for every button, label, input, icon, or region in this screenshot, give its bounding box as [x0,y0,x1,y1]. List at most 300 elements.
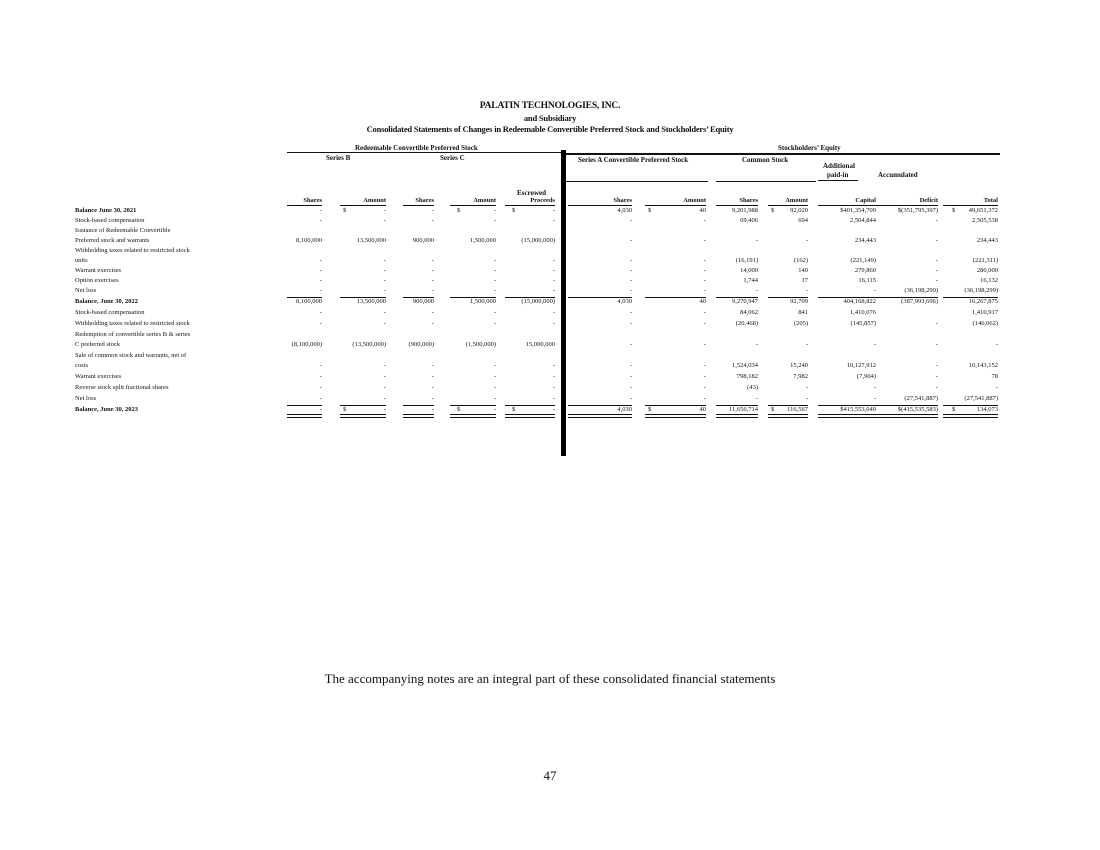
stockholders-equity-label: Stockholders’ Equity [778,144,841,152]
table-cell: - [383,257,386,264]
row-label: Net loss [75,287,97,294]
table-cell: - [493,373,496,380]
table-cell: - [703,373,706,380]
table-cell: - [383,267,386,274]
currency-symbol: $ [952,207,956,214]
total-double-rule [818,417,876,418]
table-cell: - [755,341,758,348]
table-cell: 16,132 [980,277,998,284]
table-cell: - [703,395,706,402]
table-cell: - [493,320,496,327]
table-cell: - [629,287,632,294]
subtotal-rule [716,297,758,298]
header-underline [340,205,386,206]
table-cell: - [629,395,632,402]
row-label: Issuance of Redeemable Convertible [75,227,171,234]
table-cell: - [873,341,876,348]
table-cell: - [703,267,706,274]
table-cell: 16,267,875 [968,298,998,305]
table-cell: 10,127,912 [846,362,876,369]
table-cell: - [552,309,555,316]
table-cell: - [935,237,938,244]
table-cell: - [552,320,555,327]
table-cell: 4,030 [617,298,632,305]
table-cell: - [431,217,434,224]
currency-symbol: $ [648,406,652,413]
total-double-rule [287,417,322,418]
footer-note: The accompanying notes are an integral part of these consolidated financial statements [324,671,776,686]
table-cell: 13,500,000 [356,298,386,305]
table-cell: (387,993,696) [901,298,938,305]
table-cell: - [805,237,808,244]
table-cell: - [383,395,386,402]
table-cell: 2,504,844 [850,217,876,224]
table-cell: 17 [801,277,808,284]
table-cell: - [552,207,555,214]
table-cell: - [629,237,632,244]
column-header: Proceeds [530,197,555,204]
header-underline [450,205,496,206]
table-cell: - [431,309,434,316]
escrowed-label: Escrowed [517,189,547,197]
column-header: Shares [613,197,632,204]
table-cell: - [552,257,555,264]
subtotal-rule [450,405,496,406]
table-cell: - [935,217,938,224]
table-cell: - [493,406,496,413]
subtotal-rule [943,405,998,406]
total-double-rule [768,417,808,418]
subtotal-rule [568,405,632,406]
table-cell: - [493,267,496,274]
table-cell: 69,406 [740,217,758,224]
table-cell: - [552,217,555,224]
table-cell: - [629,362,632,369]
table-cell: - [703,237,706,244]
table-cell: - [319,384,322,391]
table-cell: - [629,309,632,316]
table-cell: 900,000 [412,298,434,305]
total-double-rule [645,414,706,415]
row-label: Balance, June 30, 2022 [75,298,139,305]
table-cell: - [383,309,386,316]
column-header: Shares [739,197,758,204]
statement-title: Consolidated Statements of Changes in Redeemable Convertible Preferred Stock and Stockholders’ Equity [366,124,734,134]
table-cell: (7,904) [857,373,876,380]
table-cell: 134,073 [976,406,998,413]
table-cell: 140 [798,267,808,274]
row-label: costs [75,362,88,369]
series-a-rule [566,181,708,182]
table-cell: 9,270,947 [732,298,758,305]
table-cell: (1,500,000) [465,341,496,348]
row-label: Warrant exercises [75,373,122,380]
table-cell: - [552,267,555,274]
table-cell: - [431,207,434,214]
header-underline [872,205,938,206]
total-double-rule [943,417,998,418]
table-cell: 4,030 [617,406,632,413]
header-underline [818,205,876,206]
total-double-rule [768,414,808,415]
additional-label: Additional [823,162,855,170]
total-double-rule [872,417,938,418]
subtotal-rule [645,405,706,406]
total-double-rule [818,414,876,415]
table-cell: (43) [747,384,758,391]
table-cell: 11,656,714 [728,406,758,413]
table-cell: 841 [798,309,808,316]
column-header: Shares [303,197,322,204]
total-double-rule [450,414,496,415]
row-label: Stock-based compensation [75,309,145,316]
table-cell: - [995,384,998,391]
table-cell: - [805,341,808,348]
total-double-rule [287,414,322,415]
table-cell: $(351,795,397) [897,207,938,214]
total-double-rule [340,414,386,415]
table-cell: - [431,320,434,327]
table-cell: - [431,277,434,284]
table-cell: - [319,362,322,369]
table-cell: 900,000 [412,237,434,244]
table-cell: 92,020 [790,207,808,214]
subtotal-rule [872,405,938,406]
table-cell: (27,541,887) [904,395,938,402]
subtotal-rule [403,297,434,298]
row-label: Net loss [75,395,97,402]
table-cell: 7,982 [793,373,808,380]
table-cell: - [319,395,322,402]
table-cell: - [629,277,632,284]
table-cell: - [493,257,496,264]
subtotal-rule [768,297,808,298]
row-label: Withholding taxes related to restricted stock [75,247,190,254]
top-rule-left [287,152,561,153]
row-label: Reverse stock split fractional shares [75,384,169,391]
table-cell: - [383,217,386,224]
table-cell: 49,651,372 [968,207,998,214]
currency-symbol: $ [952,406,956,413]
table-cell: - [995,341,998,348]
currency-symbol: $ [343,406,347,413]
table-cell: - [552,373,555,380]
row-label: Warrant exercises [75,267,122,274]
table-cell: - [629,341,632,348]
table-cell: - [552,406,555,413]
table-cell: - [383,287,386,294]
column-header: Shares [415,197,434,204]
total-double-rule [403,414,434,415]
total-double-rule [505,414,555,415]
table-cell: - [493,309,496,316]
table-cell: 116,567 [787,406,808,413]
table-cell: 1,524,034 [732,362,758,369]
row-label: Stock-based compensation [75,217,145,224]
row-label: C preferred stock [75,341,121,348]
subtotal-rule [403,405,434,406]
table-cell: - [319,267,322,274]
series-divider-bar [561,150,566,456]
top-rule-right [566,153,1000,155]
table-cell: 84,062 [740,309,758,316]
table-cell: - [935,267,938,274]
table-cell: - [935,384,938,391]
table-cell: - [935,277,938,284]
table-cell: 15,240 [790,362,808,369]
header-underline [716,205,758,206]
table-cell: - [629,384,632,391]
table-cell: - [431,373,434,380]
accumulated-label: Accumulated [878,171,918,179]
table-cell: 40 [699,406,706,413]
table-cell: 279,860 [854,267,876,274]
currency-symbol: $ [512,406,516,413]
table-cell: - [629,217,632,224]
table-cell: - [319,373,322,380]
header-underline [505,205,555,206]
table-cell: - [493,287,496,294]
row-label: Balance, June 30, 2023 [75,406,139,413]
currency-symbol: $ [457,207,461,214]
header-underline [768,205,808,206]
table-cell: (36,198,299) [964,287,998,294]
table-cell: - [383,320,386,327]
table-cell: - [319,406,322,413]
table-cell: (16,191) [735,257,758,264]
table-cell: - [703,320,706,327]
common-rule [716,181,816,182]
total-double-rule [568,414,632,415]
table-cell: - [319,320,322,327]
table-cell: - [493,384,496,391]
table-cell: - [383,406,386,413]
table-cell: 280,000 [976,267,998,274]
total-double-rule [645,417,706,418]
total-double-rule [568,417,632,418]
table-cell: - [935,362,938,369]
table-cell: - [873,287,876,294]
table-cell: 4,030 [617,207,632,214]
currency-symbol: $ [457,406,461,413]
table-cell: (900,000) [408,341,434,348]
table-cell: 8,100,000 [296,237,322,244]
table-cell: - [873,395,876,402]
row-label: Withholding taxes related to restricted stock [75,320,190,327]
total-double-rule [403,417,434,418]
row-label: Balance June 30, 2021 [75,207,137,214]
table-cell: $(415,535,583) [897,406,938,413]
table-cell: - [755,395,758,402]
table-cell: 2,505,538 [972,217,998,224]
table-cell: (15,000,000) [521,298,555,305]
subtotal-rule [450,297,496,298]
table-cell: 234,443 [854,237,876,244]
table-cell: - [319,207,322,214]
table-cell: - [383,277,386,284]
column-header: Amount [363,197,386,204]
row-label: units [75,257,88,264]
table-cell: - [552,287,555,294]
table-cell: 40 [699,298,706,305]
table-cell: - [383,207,386,214]
table-cell: - [629,267,632,274]
table-cell: - [431,395,434,402]
subtotal-rule [716,405,758,406]
column-header: Total [983,197,998,204]
table-cell: (20,468) [735,320,758,327]
table-cell: 16,115 [858,277,876,284]
series-b-label: Series B [326,154,351,162]
header-underline [568,205,632,206]
table-cell: - [493,362,496,369]
table-cell: - [703,257,706,264]
table-cell: (221,311) [972,257,998,264]
table-cell: - [319,309,322,316]
subtotal-rule [768,405,808,406]
table-cell: - [935,341,938,348]
currency-symbol: $ [771,406,775,413]
header-underline [645,205,706,206]
table-cell: - [703,277,706,284]
total-double-rule [505,417,555,418]
row-label: Redemption of convertible series B & series [75,331,191,338]
currency-symbol: $ [648,207,652,214]
table-cell: - [493,277,496,284]
table-cell: - [755,287,758,294]
header-underline [287,205,322,206]
table-cell: - [703,341,706,348]
table-cell: - [431,257,434,264]
subtotal-rule [340,297,386,298]
redeemable-group-label: Redeemable Convertible Preferred Stock [355,144,478,152]
table-cell: - [629,257,632,264]
subtotal-rule [818,297,876,298]
table-cell: 798,182 [736,373,758,380]
table-cell: (8,100,000) [291,341,322,348]
table-cell: 1,744 [743,277,758,284]
total-double-rule [716,414,758,415]
table-cell: - [935,257,938,264]
total-double-rule [716,417,758,418]
table-cell: (146,062) [972,320,998,327]
table-cell: 1,500,000 [470,237,496,244]
table-cell: - [703,384,706,391]
table-cell: - [319,217,322,224]
table-cell: - [805,287,808,294]
table-cell: (36,198,299) [904,287,938,294]
table-cell: (15,000,000) [521,237,555,244]
table-cell: - [383,384,386,391]
column-header: Capital [855,197,876,204]
row-label: Option exercises [75,277,119,284]
column-header: Amount [785,197,808,204]
table-cell: - [552,277,555,284]
total-double-rule [450,417,496,418]
table-cell: $401,354,709 [840,207,876,214]
paid-in-label: paid-in [827,171,849,179]
subtotal-rule [943,297,998,298]
total-double-rule [340,417,386,418]
table-cell: 10,143,152 [968,362,998,369]
table-cell: - [873,384,876,391]
total-double-rule [943,414,998,415]
table-cell: - [493,207,496,214]
table-cell: - [805,384,808,391]
subtotal-rule [505,405,555,406]
table-cell: 9,201,988 [732,207,758,214]
table-cell: - [319,287,322,294]
table-cell: (27,541,887) [964,395,998,402]
table-cell: 92,709 [790,298,808,305]
table-cell: (145,857) [850,320,876,327]
table-cell: - [935,373,938,380]
table-cell: - [552,395,555,402]
table-cell: $415,553,049 [840,406,876,413]
subtotal-rule [505,297,555,298]
subtotal-rule [287,405,322,406]
subtotal-rule [340,405,386,406]
table-cell: - [431,406,434,413]
table-cell: - [383,373,386,380]
table-cell: - [935,320,938,327]
table-cell: - [805,395,808,402]
subtotal-rule [818,405,876,406]
table-cell: (221,149) [850,257,876,264]
table-cell: 404,168,822 [843,298,876,305]
table-cell: (162) [793,257,808,264]
table-cell: 14,000 [740,267,758,274]
table-cell: 15,000,000 [525,341,555,348]
table-cell: (205) [793,320,808,327]
table-cell: - [431,384,434,391]
table-cell: 13,500,000 [356,237,386,244]
table-cell: 1,410,076 [850,309,876,316]
table-cell: 40 [699,207,706,214]
table-cell: - [552,362,555,369]
header-underline [943,205,998,206]
table-cell: - [493,395,496,402]
total-double-rule [872,414,938,415]
table-cell: - [703,309,706,316]
row-label: Preferred stock and warrants [75,237,150,244]
table-cell: - [629,320,632,327]
currency-symbol: $ [343,207,347,214]
paidin-underline [818,180,858,181]
subtotal-rule [287,297,322,298]
table-cell: - [383,362,386,369]
table-cell: 8,100,000 [296,298,322,305]
currency-symbol: $ [512,207,516,214]
page-number: 47 [543,768,557,783]
column-header: Amount [473,197,496,204]
row-label: Sale of common stock and warrants, net of [75,352,187,359]
table-cell: - [493,217,496,224]
table-cell: 78 [991,373,998,380]
table-cell: - [703,287,706,294]
table-cell: - [431,267,434,274]
column-header: Amount [683,197,706,204]
table-cell: - [319,257,322,264]
company-title: PALATIN TECHNOLOGIES, INC. [479,101,621,111]
table-cell: 1,500,000 [470,298,496,305]
table-cell: - [755,237,758,244]
table-cell: - [703,362,706,369]
table-cell: - [552,384,555,391]
table-cell: 694 [798,217,808,224]
series-a-label: Series A Convertible Preferred Stock [578,156,689,164]
table-cell: - [703,217,706,224]
